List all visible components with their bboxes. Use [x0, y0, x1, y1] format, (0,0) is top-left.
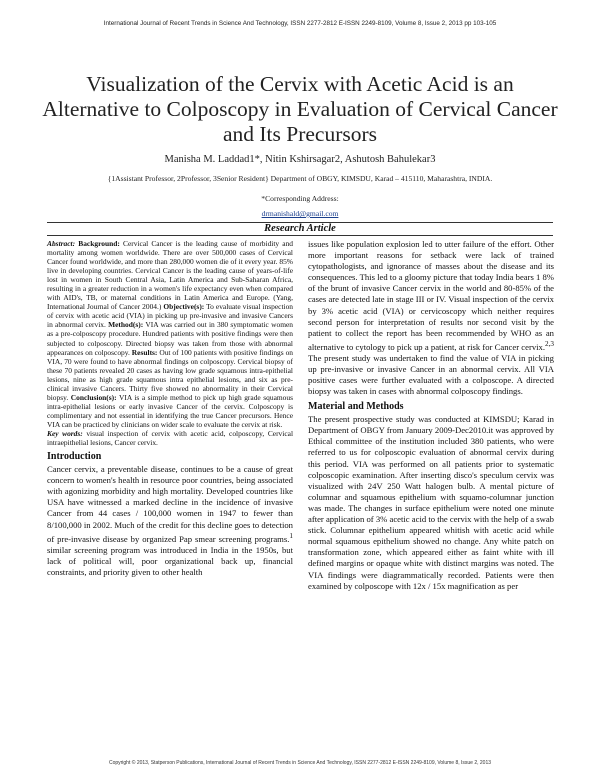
corresponding-label: *Corresponding Address: [261, 194, 339, 203]
journal-header: International Journal of Recent Trends in Science And Technology, ISSN 2277-2812 E-ISSN 2249-8109, Volume 8, Issue 2, 2013 pp 103-105 [103, 20, 497, 27]
author-list: Manisha M. Laddad1*, Nitin Kshirsagar2, Ashutosh Bahulekar3 [164, 154, 436, 165]
introduction-text-2: The present study was undertaken to find the value of VIA in picking up pre-invasive or invasive Cancer in an abnormal cervix. All VIA positive cases were further evaluated with a colposcope. A directed biopsy was taken in cases with abnormal colposcopy findings. [308, 352, 554, 397]
introduction-text-1: Cancer cervix, a preventable disease, continues to be a cause of great concern to women's health in resource poor countries, being associated with agonizing morbidity and high mortality. Developed countries like USA have witnessed a marked decline in the incidence of invasive Cancer from 44 cases / 100,000 women in 1947 to fewer than 8/100,000 in 2002. Much of the credit for this decline goes to detection of pre-invasive disease by organized Pap smear screening programs. [47, 464, 293, 544]
method-label: Method(s): [108, 320, 144, 330]
background-text: Cervical Cancer is the leading cause of morbidity and mortality among women worldwide. There are over 500,000 cases of Cervical Cancer found worldwide, and more than 280,000 women die of it every year. 85% live in developing countries. Cervical Cancer is the leading cause of years-of-life lost in women in South Central Asia, Latin America and Sub-Saharan Africa, resulting in a greater reduction in a women's life expectancy even when compared with AID's, TB, or maternal conditions in Latin America and Europe. (Yang, International Journal of Cancer 2004.) [47, 239, 294, 312]
page-footer: Copyright © 2013, Statperson Publications, International Journal of Recent Trends in Science And Technology, ISSN 2277-2812 E-ISSN 2249-8109, Volume 8, Issue 2, 2013 [108, 760, 492, 766]
paper-title: Visualization of the Cervix with Acetic Acid is an Alternative to Colposcopy in Evaluation of Cervical Cancer and Its Precursors [42, 72, 558, 146]
objective-text: To evaluate visual inspection of cervix with acetic acid (VIA) in picking up pre-invasive and invasive Cancers in abnormal cervix. [47, 302, 294, 330]
introduction-text-1b-left: similar screening program was introduced in India in the 1950s, but lack of political will, poor organizational back up, financial constraints, and priority given to other health [47, 544, 293, 577]
article-type-heading: Research Article [264, 223, 336, 234]
abstract-label: Abstract: [47, 239, 76, 248]
introduction-paragraph [47, 464, 293, 578]
keywords-text: visual inspection of cervix with acetic acid, colposcopy, Cervical intraepithelial lesions, Cancer cervix. [47, 428, 294, 448]
ref-1: 1 [289, 531, 293, 540]
results-text: Out of 100 patients with positive findings on VIA, 70 were found to have abnormal findings on colposcopy. Cervical biopsy of these 70 patients revealed 20 cases as having low grade squamous intra-epithelial lesions, nine as high grade squamous intra epithelial lesions, and six as pre-clinical invasive Cancers. Thirty five showed no abnormality in their Cervical biopsy. [47, 347, 294, 402]
keywords-label: Key words: [47, 428, 83, 438]
method-text: VIA was carried out in 380 symptomatic women as a pre-colposcopy procedure. Hundred patients with positive findings were then subjected to colposcopy. Directed biopsy was taken from those with abnormal appearances on colposcopy. [47, 320, 293, 357]
methods-heading: Material and Methods [308, 401, 404, 413]
email-link[interactable]: drmanishald@gmail.com [261, 209, 339, 218]
conclusion-label: Conclusion(s): [70, 392, 117, 402]
bottom-rule [47, 235, 553, 236]
introduction-text-1b-right: issues like population explosion led to utter failure of the effort. Other more important reasons for setback were lack of trained cytopathologists, and ignorance of masses about the disease and its consequences. This led to a gloomy picture that today India bears 1 8% of the brunt of invasive Cancer cervix in the world and 80-85% of the cases are detected late in stage III or IV. Visual inspection of the cervix by 3% acetic acid (VIA) or cervicoscopy which neither requires second person for interpretation of results nor second visit by the patient to collect the report has been recommended by WHO as an alternative to cytology to pick up a patient, at risk for Cancer cervix. [308, 239, 554, 352]
methods-paragraph: The present prospective study was conducted at KIMSDU; Karad in Department of OBGY from January 2009-Dec2010.it was approved by Ethical committee of the institution included 380 patients, who were referred to us for colposcopic evaluation of abnormal cervix during this period. VIA was performed on all patients prior to systematic colposcopic examination. After inserting disco's speculum cervix was visualized with 24V 250 Watt halogen bulb. A mental picture of columnar and squamous epithelium with squamo-columnar junction was made. The changes in surface epithelium were noted one minute after application of 3% acetic acid to the cervix with the help of a swab stick. Columnar epithelium appeared whitish with acetic acid while normal squamous epithelium showed no change. Any white patch on transformation zone, which appeared either as faint white with ill defined margins or opaque white with distinct margins was noted. The VIA findings were diagrammatically recorded. Patients were then examined by colposcope with 12x / 15x magnification as per [308, 414, 554, 591]
abstract-paragraph [47, 239, 293, 429]
right-column [308, 239, 554, 592]
left-column [47, 239, 293, 578]
ref-2-3: 2,3 [545, 339, 554, 348]
introduction-heading: Introduction [47, 451, 102, 463]
keywords-paragraph [47, 429, 293, 447]
background-label: Background: [78, 239, 120, 248]
introduction-continued [308, 239, 554, 397]
conclusion-text: VIA is a simple method to pick up high grade squamous intra-epithelial lesions or early invasive Cancer of the cervix. Colposcopy is complimentary and not essential in identifying the true Cancer precursors. Hence VIA can be practiced by clinicians on wider scale to evaluate the cervix at risk. [47, 392, 293, 429]
objective-label: Objective(s): [163, 302, 205, 312]
affiliation: {1Assistant Professor, 2Professor, 3Senior Resident} Department of OBGY, KIMSDU, Karad – 415110, Maharashtra, INDIA. [107, 174, 493, 183]
results-label: Results: [131, 347, 158, 357]
